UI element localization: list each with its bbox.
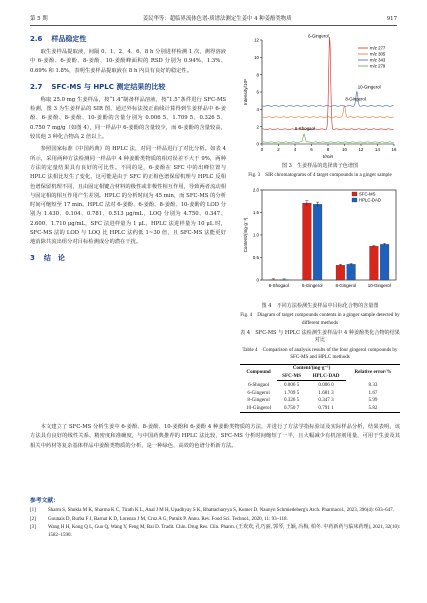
figure-4-caption-en: Fig. 4 Diagram of target compounds contents in a ginger sample detected by different methods xyxy=(240,312,400,326)
table-4-caption-cn: 表 4 SFC-MS 与 HPLC 法检测生姜样品中 4 种姜酚类化合物的结果对比 xyxy=(240,330,400,344)
table-cell: 1.67 xyxy=(368,389,378,396)
x-category-label: 8-Gingerol xyxy=(335,282,356,288)
right-column xyxy=(240,34,400,413)
figure-4-bar-chart xyxy=(240,184,400,302)
bar-sfc-ms xyxy=(370,246,379,280)
bar-hplc-dad xyxy=(380,244,389,280)
table-cell: 0.347 3 xyxy=(318,397,334,404)
table-cell: 6-Shogaol xyxy=(248,381,270,388)
table-row xyxy=(240,405,400,413)
x-category-label: 6-Gingerol xyxy=(302,282,323,288)
y-tick-label: 10 xyxy=(254,54,259,60)
reference-text: Wang H H, Kong Q L, Guo Q, Wang Y, Feng M, Bai D. Tradit. Chin. Drug Res. Clin. Pharm. (王欢欢, 孔巧丽, 郭琴, 王颖, 冯梅, 柏冬. 中药新药与临床药理), 2021, 32(10): 1582–1590. xyxy=(48,525,400,538)
section-heading-2-7 xyxy=(30,82,226,92)
bar-chart-svg xyxy=(240,184,400,302)
x-tick-label: 14 xyxy=(375,147,380,152)
table-row xyxy=(240,381,400,389)
y-tick-label: 8 xyxy=(256,72,259,78)
results-table xyxy=(240,364,400,414)
table-4-caption-en: Table 4 Comparison of analysis results of the four gingerol compounds by SFC-MS and HPLC methods xyxy=(242,346,398,361)
reference-text: Sharm S, Shukla M K, Sharma K C, Tirath K L, Anal J M H, Upadhyay S K, Bhattacharyya S, Kumer D. Naunyn Schmiedeberg's Arch. Pharmacol., 2023, 396(4): 633–647. xyxy=(48,508,394,513)
shogaol-6-peak-label: 6-Shogaol xyxy=(294,126,315,132)
y-tick-label: 2 xyxy=(256,124,259,130)
y-tick-label: 4 xyxy=(256,106,259,112)
legend-swatch xyxy=(352,198,357,202)
table-cell: 0.006 0 xyxy=(318,381,334,388)
legend-label: m/z 277 xyxy=(370,45,386,51)
reference-number: [1] xyxy=(30,508,36,513)
table-cell: 1.681 3 xyxy=(318,389,334,396)
bar-sfc-ms xyxy=(336,265,345,280)
table-cell: 5.99 xyxy=(368,397,378,404)
legend-label: m/z 305 xyxy=(370,51,386,57)
section-heading-2-6 xyxy=(30,34,226,44)
y-tick-label: 1.0 xyxy=(252,232,259,238)
reference-item xyxy=(30,524,400,539)
x-tick-label: 10 xyxy=(342,147,347,152)
table-row xyxy=(240,397,400,405)
y-tick-label: 0.5 xyxy=(252,254,259,260)
x-tick-label: 8 xyxy=(326,147,330,152)
table-cell: 0.006 5 xyxy=(283,381,300,388)
x-tick-label: 16 xyxy=(391,147,397,152)
paragraph: 本文建立了 SFC-MS 分析生姜中 6-姜酚、8-姜酚、10-姜酚和 6-姜酚 4 种姜酚类物质的方法，并进行了方法学指标验证及实际样品分析，结果表明，该方法具有良好的线性关系、精密度和准确度，与中国药典推荐的 HPLC 法比较，SFC-MS 分析时间缩短了一半，且大幅减少有机溶剂用量，可用于生姜及其相关中药材等复杂基体样品中姜酚类物质的分析，是一种绿色、高效的色谱分析新方法。 xyxy=(30,424,400,449)
gingerol-10-peak-label: 10-Gingerol xyxy=(357,84,381,90)
legend-label: SFC-MS xyxy=(359,191,376,197)
running-header xyxy=(30,10,397,26)
running-title: 姜民华等：超临界流体色谱-质谱法测定生姜中 4 种姜酚类物质 xyxy=(142,16,292,22)
gingerol-6-peak-label: 6-Gingerol xyxy=(308,34,329,39)
legend-label: m/z 279 xyxy=(370,63,386,69)
reference-item xyxy=(30,507,400,515)
reference-item xyxy=(30,516,400,524)
x-category-label: 10-Gingerol xyxy=(367,282,391,288)
table-cell: 10-Gingerol xyxy=(240,405,277,413)
y-tick-label: 2.0 xyxy=(252,187,259,193)
reference-number: [2] xyxy=(30,516,36,522)
table-cell: 6-Gingerol xyxy=(247,389,270,396)
paragraph: 参照国家标准《中国药典》的 HPLC 法，对同一样品进行了对比分析。如表 4 所示，采用两种方法检测同一样品中 4 种姜酚类物质的相对误差不大于 9%，两种方法的定量结果具有良好的可比性。不同的是，6-姜酚在 SFC 中的出峰位置与 HPLC 法相比发生了变化，这可能是由于 SFC 的正相色谱保留机理与 HPLC 反相色谱保留机理不同，且由固定相键合材料的极性或非极性相互作用，导致两者流动相与固定相的相互作用产生差别。HPLC 的分析时间为 45 min，而 SFC-MS 的分析时间可缩短至 17 min。HPLC 法对 6-姜酚、6-姜酚、8-姜酚、10-姜酚的 LOD 分别为 1.430、0.104、0.781、0.513 μg/mL，LOQ 分别为 4.750、0.347、2.600、1.710 μg/mL，SFC 法进样量为 1 μL，HPLC 法进样量为 10 μL 时，SFC-MS 法的 LOD 与 LOQ 比 HPLC 法约低 1~30 倍，且 SFC-MS 法能更好地消除共流出组分对目标检测成分的潜在干扰。 xyxy=(30,146,226,246)
x-tick-label: 6 xyxy=(310,147,313,152)
bar-sfc-ms xyxy=(303,203,312,280)
reference-number: [3] xyxy=(30,525,36,531)
legend-label: m/z 343 xyxy=(370,57,386,63)
figure-3-caption-en: Fig. 3 SIR chromatograms of 4 target compounds in a ginger sample xyxy=(248,172,392,179)
conclusion-block xyxy=(30,423,400,454)
figure-4-caption-cn: 图 4 不同方法检测生姜样品中目标化合物的含量图 xyxy=(261,302,379,309)
section-heading-3 xyxy=(30,253,226,263)
reference-text: Gounais D, Burba F J, Barnat K D, Lorenzo J M, Cruz A G, Putnik P. Annu. Rev. Food Sci. Technol., 2020, 11: 93–118. xyxy=(48,516,288,522)
legend-label: HPLC-DAD xyxy=(359,197,381,203)
section-number: 2.7 xyxy=(30,82,43,91)
table-subheader-hplc-dad: HPLC-DAD xyxy=(306,372,346,380)
table-header-relative-error: Relative error/% xyxy=(346,364,400,381)
x-tick-label: 2 xyxy=(277,147,280,152)
table-subheader-sfc-ms: SFC-MS xyxy=(277,372,306,380)
gingerol-8-peak-label: 8-Gingerol xyxy=(345,96,366,102)
table-row xyxy=(240,389,400,397)
y-tick-label: 6 xyxy=(256,89,259,95)
references-block xyxy=(30,495,400,540)
x-axis-label: t/min xyxy=(322,155,334,160)
chromatogram-svg xyxy=(240,34,400,162)
table-cell: 0.326 5 xyxy=(283,397,300,404)
issue-number: 第 5 期 xyxy=(30,16,48,22)
x-tick-label: 12 xyxy=(358,147,364,152)
figure-3-chromatogram xyxy=(240,34,400,162)
bar-hplc-dad xyxy=(347,264,356,280)
section-title: 样品稳定性 xyxy=(51,35,87,43)
chromatogram-trace xyxy=(262,134,394,143)
x-tick-label: 0 xyxy=(260,147,264,152)
paragraph: 取生姜样品提取液，间隔 0、1、2、4、6、8 h 分别进样检测 1 次，测得溶液中 6-姜酚、6-姜酚、8-姜酚、10-姜酚峰面积的 RSD 分别为 0.94%、1.3%、0.69% 和 1.8%，表明生姜样品提取液在 8 h 内具有良好的稳定性。 xyxy=(30,49,226,74)
table-cell: 8-Gingerol xyxy=(247,397,270,404)
section-title: SFC-MS 与 HPLC 测定结果的比较 xyxy=(51,82,166,91)
y-tick-label: 1.5 xyxy=(252,209,259,215)
references-title: 参考文献： xyxy=(30,498,59,504)
section-number: 3 xyxy=(30,253,35,262)
table-header-content: Content/(mg·g⁻¹) xyxy=(277,364,346,372)
left-column xyxy=(30,34,226,267)
x-tick-label: 4 xyxy=(293,147,297,152)
table-cell: 5.82 xyxy=(346,405,400,413)
y-tick-label: 0 xyxy=(256,277,259,283)
bar-hplc-dad xyxy=(313,204,322,280)
page-number: 917 xyxy=(386,16,397,22)
legend-swatch xyxy=(352,192,357,196)
table-cell: 1.709 5 xyxy=(283,389,300,396)
table-header-compound: Compound xyxy=(240,364,277,381)
x-category-label: 6-Shogaol xyxy=(268,282,289,288)
section-title: 结 论 xyxy=(43,253,65,262)
y-axis-label: Intensity/10⁶ xyxy=(244,78,249,106)
y-axis-label: Content/(mg·g⁻¹) xyxy=(243,217,248,253)
table-cell: 0.750 7 xyxy=(277,405,306,413)
y-tick-label: 12 xyxy=(254,37,259,43)
section-number: 2.6 xyxy=(30,35,43,43)
figure-3-caption-cn: 图 3 生姜样品的选择离子色谱图 xyxy=(281,163,359,169)
y-tick-label: 0 xyxy=(256,141,259,147)
table-cell: 8.33 xyxy=(368,381,378,388)
table-cell: 0.791 1 xyxy=(306,405,346,413)
paragraph: 称取 25.0 mg 生姜样品，按“1.4”制备样品溶液，按“1.5”条件进行 SFC-MS 检测，图 3 为生姜样品的 SIR 图，通过外标法按正曲线计算得到生姜样品中 6-姜酚、6-姜酚、8-姜酚、10-姜酚的含量分别为 0.006 5、1.709 5、0.326 5、0.750 7 mg/g（如图 4），同一样品中 6-姜酚的含量较少，而 6-姜酚的含量较高，较其他 3 种化合物高 2 倍以上。 xyxy=(30,96,226,141)
